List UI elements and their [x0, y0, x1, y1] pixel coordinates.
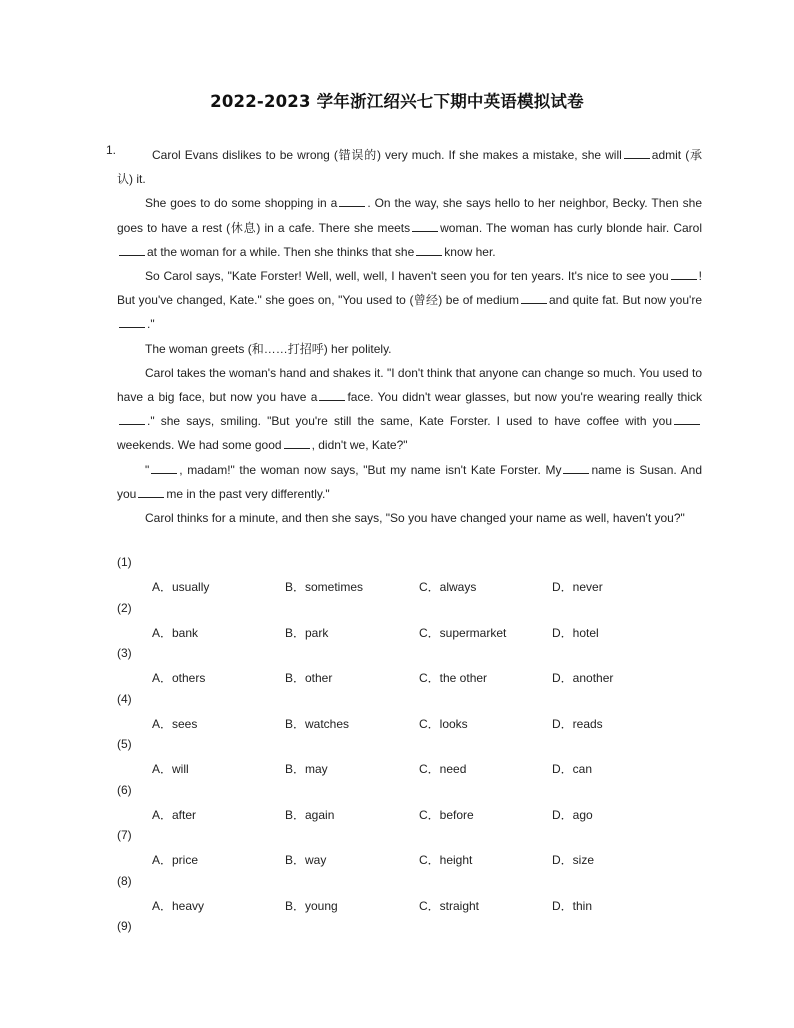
answer-option: D．thin [552, 898, 593, 913]
passage-text: and quite fat. But now you're [549, 293, 702, 308]
answer-option: C．supermarket [419, 625, 507, 640]
answer-option: D．hotel [552, 625, 599, 640]
answer-options [152, 806, 712, 824]
answer-option: B．young [285, 898, 338, 913]
answer-option: A．bank [152, 625, 199, 640]
passage-text: , didn't we, Kate?" [311, 438, 408, 453]
passage-text: ." [147, 317, 155, 332]
answer-blank [671, 268, 697, 280]
answer-option: A．sees [152, 716, 198, 731]
passage-paragraph [117, 506, 702, 530]
question-item [117, 646, 717, 692]
answer-option: D．can [552, 762, 593, 776]
answer-blank [284, 437, 310, 449]
page-title: 2022-2023 学年浙江绍兴七下期中英语模拟试卷 [210, 92, 584, 111]
question-item [117, 601, 717, 647]
answer-blank [138, 486, 164, 498]
passage-paragraph [117, 458, 702, 506]
answer-option: B．park [285, 625, 329, 640]
answer-options [152, 715, 712, 733]
answer-option: B．other [285, 671, 333, 685]
answer-options [152, 851, 712, 869]
answer-option: D．ago [552, 807, 593, 822]
question-label: (2) [117, 600, 132, 615]
passage-text: know her. [444, 244, 496, 259]
answer-option: B．again [285, 807, 335, 822]
answer-options [152, 624, 712, 642]
answer-blank [521, 292, 547, 304]
question-item [117, 555, 717, 601]
passage-text: Carol Evans dislikes to be wrong (错误的) very much. If she makes a mistake, she will [152, 148, 622, 162]
answer-blank [319, 389, 345, 401]
answer-option: A．heavy [152, 898, 205, 913]
passage-text: ! But you've changed, Kate." she goes on, "You used to (曾经) be of medium [117, 269, 702, 308]
answer-option: D．another [552, 671, 614, 685]
cloze-passage [117, 143, 702, 530]
answer-options [152, 897, 712, 915]
passage-text: Carol takes the woman's hand and shakes it. "I don't think that anyone can change so much. You used to have a big face, but now you have a [117, 365, 702, 405]
question-item [117, 783, 717, 829]
answer-option: A．others [152, 671, 206, 685]
question-number: 1. [106, 143, 117, 157]
answer-options [152, 578, 712, 596]
answer-option: D．size [552, 853, 595, 867]
answer-option: C．before [419, 807, 474, 822]
answer-option: C．straight [419, 898, 480, 913]
answer-option: B．may [285, 762, 328, 776]
answer-blank [412, 220, 438, 232]
passage-text: at the woman for a while. Then she thinks that she [147, 244, 415, 259]
passage-text: name is Susan. And you [117, 462, 702, 501]
passage-paragraph [117, 191, 702, 264]
answer-options [152, 760, 712, 778]
answer-blank [416, 244, 442, 256]
passage-paragraph [117, 143, 702, 191]
question-item [117, 874, 717, 920]
answer-option: B．way [285, 853, 327, 867]
passage-text: me in the past very differently." [166, 486, 330, 501]
question-label: (4) [117, 691, 132, 706]
question-label: (6) [117, 782, 132, 797]
question-label: (7) [117, 828, 132, 842]
passage-text: She goes to do some shopping in a [145, 196, 338, 211]
passage-text: face. You didn't wear glasses, but now you're wearing really thick [347, 390, 702, 405]
answer-option: D．never [552, 580, 603, 594]
answer-option: A．after [152, 807, 197, 822]
answer-blank [119, 244, 145, 256]
question-item [117, 828, 717, 874]
answer-blank [674, 413, 700, 425]
passage-paragraph [117, 361, 702, 458]
passage-text: Carol thinks for a minute, and then she says, "So you have changed your name as well, haven't you?" [145, 511, 685, 526]
passage-text: woman. The woman has curly blonde hair. Carol [440, 220, 702, 235]
answer-option: C．the other [419, 671, 488, 685]
question-label: (3) [117, 646, 132, 660]
question-list [117, 555, 717, 965]
passage-text: . On the way, she says hello to her neighbor, Becky. Then she goes to have a rest (休息) in a cafe. There she meets [117, 196, 702, 235]
answer-option: B．sometimes [285, 580, 364, 594]
passage-text: So Carol says, "Kate Forster! Well, well, well, I haven't seen you for ten years. It's nice to see you [145, 269, 669, 284]
question-item [117, 692, 717, 738]
passage-text: " [145, 462, 150, 477]
passage-text: admit (承认) it. [117, 148, 702, 187]
answer-option: C．height [419, 853, 473, 867]
passage-paragraph [117, 337, 702, 361]
passage-text: ." she says, smiling. "But you're still the same, Kate Forster. I used to have coffee with you [147, 414, 672, 429]
answer-option: D．reads [552, 716, 603, 731]
answer-option: A．price [152, 853, 199, 867]
answer-option: B．watches [285, 716, 350, 731]
answer-blank [624, 147, 650, 159]
question-label: (9) [117, 919, 132, 933]
answer-option: C．looks [419, 716, 468, 731]
answer-blank [339, 195, 365, 207]
question-item [117, 737, 717, 783]
answer-option: C．need [419, 762, 467, 776]
passage-text: The woman greets (和……打招呼) her politely. [145, 341, 392, 356]
question-label: (8) [117, 873, 132, 888]
answer-blank [151, 462, 177, 474]
answer-option: A．will [152, 762, 189, 776]
answer-blank [119, 316, 145, 328]
answer-option: C．always [419, 580, 477, 594]
passage-text: weekends. We had some good [117, 438, 282, 453]
answer-option: A．usually [152, 580, 210, 594]
passage-text: , madam!" the woman now says, "But my name isn't Kate Forster. My [179, 462, 562, 477]
question-item [117, 919, 717, 965]
question-label: (5) [117, 737, 132, 751]
answer-options [152, 669, 712, 687]
answer-blank [119, 413, 145, 425]
answer-blank [563, 462, 589, 474]
passage-paragraph [117, 264, 702, 337]
question-label: (1) [117, 555, 132, 569]
